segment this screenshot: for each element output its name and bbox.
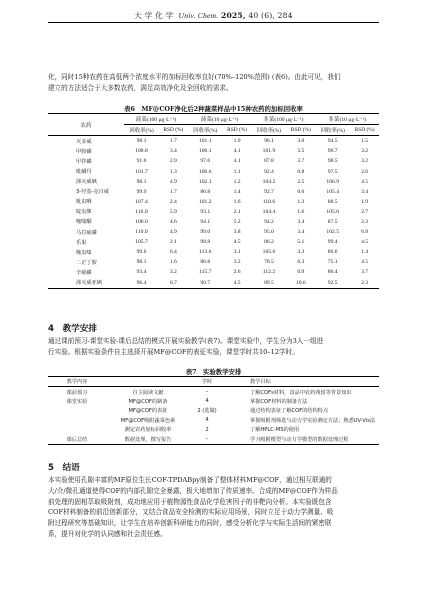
table6-sub-recovery: 回收率(%) <box>320 128 345 135</box>
table7-caption: 表7 实验教学安排 <box>185 368 242 376</box>
table6-cell-rsd: 6.3 <box>297 259 305 266</box>
table6-row <box>48 278 379 289</box>
section5-paragraph <box>48 475 379 540</box>
table6-cell-pesticide: 甲胺磷 <box>76 148 92 155</box>
table6-cell-rsd: 1.4 <box>361 249 369 256</box>
table7-cell-hours: – <box>205 436 209 443</box>
table6-cell-recovery: 98.8 <box>200 239 211 246</box>
table7-row <box>48 387 379 397</box>
table6-cell-rsd: 6.9 <box>361 229 369 236</box>
table6-cell-rsd: 3.4 <box>297 218 305 225</box>
table6-cell-pesticide: 啶虫脒 <box>76 209 92 216</box>
table6-sub-rsd: RSD (%) <box>227 127 248 134</box>
section5-line: 前处理的固相萃取吸附剂，成功地应用于植物源性食品化学危害因子的非靶向分析。本实验既包含 <box>48 497 332 506</box>
table6-cell-recovery: 98.1 <box>136 178 147 185</box>
table6-cell-recovery: 92.4 <box>264 168 274 175</box>
table6-cell-recovery: 101.2 <box>198 198 212 205</box>
table6-cell-recovery: 107.4 <box>135 198 148 205</box>
table7-cell-goal: 了解COFs材料，食品中农药残留等背景知识 <box>250 389 352 396</box>
table6-cell-rsd: 1.1 <box>233 168 241 175</box>
table6-cell-recovery: 96.7 <box>327 148 338 155</box>
section4-line: 通过课前预习-课堂实验-课后总结的模式开展实验教学(表7)。课堂实验中，学生分为3人一组进 <box>48 337 324 345</box>
table6-cell-recovery: 97.6 <box>200 158 211 165</box>
table6-row <box>48 166 379 176</box>
table6-cell-rsd: 3.5 <box>297 148 305 155</box>
table6-cell-recovery: 95.0 <box>264 229 274 236</box>
table6-cell-recovery: 86.8 <box>200 188 211 195</box>
table6-cell-recovery: 96.4 <box>136 279 147 286</box>
section5-line: 本实验使用孔隙丰富的MF原位生长COF-TPDABpy制备了整体材料MF@COF，通过相互联通的 <box>48 476 332 484</box>
table6-cell-recovery: 101.1 <box>198 138 212 145</box>
table6-cell-pesticide: 涕灭威砜 <box>76 179 97 186</box>
header-rule <box>48 22 379 23</box>
section5-title: 5 结语 <box>48 463 80 473</box>
table6-cell-pesticide: 辛硫磷 <box>76 269 92 276</box>
journal-year: 2025, <box>220 11 246 20</box>
table7-cell-content: 课后总结 <box>66 436 88 443</box>
section4-title: 4 教学安排 <box>48 324 97 334</box>
table6-cell-recovery: 101.7 <box>135 168 148 175</box>
table6-row <box>48 197 379 207</box>
table6-cell-rsd: 2.6 <box>361 168 369 175</box>
journal-name-en: Univ. Chem. <box>178 11 219 20</box>
table6-cell-rsd: 2.9 <box>169 158 177 165</box>
table6-row <box>48 146 379 156</box>
table6-cell-rsd: 5.9 <box>169 208 177 215</box>
table6-cell-recovery: 94.1 <box>200 218 211 225</box>
table6-cell-rsd: 3.2 <box>361 148 369 155</box>
table6-cell-rsd: 1.3 <box>169 168 177 175</box>
intro-line: 化，同时15种农药在高低两个浓度水平的加标回收率良好(70%–120%范围) (表6)。由此可见，我们 <box>48 73 341 81</box>
table6-row <box>48 267 379 277</box>
table6-cell-rsd: 3.1 <box>233 249 241 256</box>
table6-cell-rsd: 4.6 <box>169 218 177 225</box>
table7-cell-content <box>48 425 106 434</box>
table6-cell-recovery: 104.2 <box>262 178 276 185</box>
table6-cell-rsd: 1.6 <box>233 198 241 205</box>
table6-cell-recovery: 93.4 <box>136 269 147 276</box>
table6-cell-rsd: 3.3 <box>297 249 305 256</box>
table7-cell-item: 自主阅读文献 <box>132 389 164 396</box>
table6-sub-rsd: RSD (%) <box>354 127 375 134</box>
table6-cell-rsd: 4.5 <box>361 239 369 246</box>
table6-cell-recovery: 105.4 <box>326 188 339 195</box>
table7-cell-hours: 2 (选做) <box>197 408 217 415</box>
table7-row <box>48 434 379 444</box>
table6-cell-recovery: 106.0 <box>135 218 148 225</box>
table6-cell-recovery: 87.8 <box>264 158 274 165</box>
table6-cell-rsd: 2.1 <box>233 208 241 215</box>
table6-row <box>48 136 379 147</box>
table6-cell-rsd: 0.9 <box>297 269 305 276</box>
table6-cell-recovery: 99.0 <box>200 229 211 236</box>
table6-caption: 表6 MF@COF净化后2种蔬菜样品中15种农药的加标回收率 <box>124 105 303 113</box>
section4-line: 行实验。根据实验条件自主选择开展MF@COF的表征实验，课堂学时共10–12学时。 <box>48 347 299 356</box>
table6-cell-rsd: 3.4 <box>169 148 177 155</box>
table6-cell-rsd: 3.7 <box>297 158 305 165</box>
table7-cell-content <box>48 416 106 425</box>
table6-cell-rsd: 1.6 <box>169 259 177 266</box>
table6-sub-recovery: 回收率(%) <box>256 128 282 135</box>
table6-cell-recovery: 102.5 <box>326 229 339 236</box>
table6-cell-rsd: 3.2 <box>233 259 241 266</box>
table6-cell-rsd: 1.3 <box>297 198 305 205</box>
table6-cell-rsd: 4.5 <box>361 259 369 266</box>
table7-row <box>48 406 379 415</box>
table6-cell-recovery: 86.6 <box>327 249 338 256</box>
table6-row <box>48 257 379 267</box>
table6-cell-rsd: 4.5 <box>233 239 241 246</box>
table6-sub-rsd: RSD (%) <box>163 127 184 134</box>
table6-cell-recovery: 99.9 <box>136 188 147 195</box>
table6-cell-recovery: 106.9 <box>326 178 339 185</box>
table6-cell-rsd: 6.7 <box>169 279 177 286</box>
section4-paragraph <box>48 336 379 358</box>
table6-row <box>48 227 379 237</box>
table6-cell-rsd: 2.5 <box>297 178 305 185</box>
table6-cell-rsd: 1.7 <box>169 138 177 145</box>
table6-cell-recovery: 113.6 <box>199 249 212 256</box>
table6-cell-recovery: 87.5 <box>327 218 338 225</box>
table6-cell-recovery: 94.5 <box>327 138 338 145</box>
table6-cell-rsd: 3.4 <box>361 188 369 195</box>
table6-cell-rsd: 4.5 <box>233 279 241 286</box>
table6-group-header: 韭菜(100 μg·L⁻¹) <box>251 114 315 125</box>
table6-cell-pesticide: 涕灭威亚砜 <box>76 280 102 287</box>
table7-row <box>48 397 379 406</box>
table6-cell-recovery: 94.2 <box>264 218 274 225</box>
table7-header-content: 教学内容 <box>66 379 88 386</box>
table7-cell-content <box>48 406 106 415</box>
table6-cell-recovery: 105.6 <box>262 249 276 256</box>
table6-cell-recovery: 90.7 <box>200 279 211 286</box>
table6-cell-rsd: 6.4 <box>169 249 177 256</box>
table6 <box>48 113 379 289</box>
table6-cell-rsd: 1.6 <box>297 208 305 215</box>
table6-cell-recovery: 75.1 <box>327 259 338 266</box>
table7-cell-goal: 掌握吸附剂筛选与动力学实验测定方法；熟悉UV-Vis法 <box>250 417 376 424</box>
table6-cell-recovery: 110.6 <box>262 198 276 205</box>
table6-cell-rsd: 3.2 <box>361 158 369 165</box>
table6-row <box>48 187 379 197</box>
table6-cell-pesticide: 吡虫啉 <box>76 199 92 206</box>
journal-name-cn: 大 学 化 学 <box>134 11 174 20</box>
table7-row <box>48 425 379 434</box>
table7-cell-goal: 学习吸附模型与动力学模型的数据处理过程 <box>250 436 349 443</box>
table6-cell-rsd: 2.7 <box>361 208 369 215</box>
table6-cell-recovery: 102.1 <box>198 178 212 185</box>
table7 <box>48 376 379 445</box>
table6-cell-rsd: 4.1 <box>233 158 241 165</box>
table6-cell-rsd: 0.6 <box>297 188 305 195</box>
table6-cell-pesticide: 3-羟基-克百威 <box>76 189 109 196</box>
table6-row <box>48 237 379 247</box>
table6-cell-recovery: 108.8 <box>135 148 148 155</box>
table6-cell-recovery: 106.6 <box>198 168 212 175</box>
table7-cell-item: MF@COF吸附蔬菜色素 <box>120 417 176 424</box>
intro-paragraph <box>48 72 379 94</box>
table6-sub-rsd: RSD (%) <box>290 127 311 134</box>
table6-cell-pesticide: 马拉硫磷 <box>76 229 97 236</box>
table6-cell-recovery: 99.4 <box>327 239 338 246</box>
table6-row <box>48 247 379 257</box>
table6-cell-rsd: 1.2 <box>233 178 241 185</box>
table7-header-hours: 学时 <box>201 379 213 386</box>
table7-cell-hours: – <box>205 389 209 396</box>
table6-cell-rsd: 10.6 <box>295 279 306 286</box>
table6-group-header: 韭菜(10 μg·L⁻¹) <box>315 114 379 125</box>
table6-cell-recovery: 97.5 <box>327 168 338 175</box>
table6-cell-pesticide: 噻虫嗪 <box>76 249 92 256</box>
table6-cell-recovery: 98.1 <box>136 259 147 266</box>
table7-cell-content: 课堂实验 <box>66 398 88 405</box>
table6-cell-recovery: 112.2 <box>262 269 276 276</box>
journal-volume: 40 (6), 284 <box>248 11 293 20</box>
table6-cell-recovery: 92.5 <box>327 279 338 286</box>
table6-cell-rsd: 2.1 <box>169 239 177 246</box>
table6-cell-rsd: 3.7 <box>361 269 369 276</box>
table6-cell-rsd: 5.1 <box>297 239 305 246</box>
table6-cell-recovery: 88.5 <box>327 198 338 205</box>
table7-header-goal: 教学目标 <box>250 379 271 386</box>
table6-cell-recovery: 96.1 <box>264 138 274 145</box>
table6-cell-rsd: 1.7 <box>169 188 177 195</box>
table6-cell-pesticide: 噻嗪酮 <box>76 219 92 226</box>
table6-cell-recovery: 106.1 <box>198 148 212 155</box>
table6-cell-recovery: 99.6 <box>136 249 147 256</box>
table7-cell-content: 课前预习 <box>66 389 88 396</box>
table6-cell-rsd: 1.5 <box>361 138 369 145</box>
table6-cell-rsd: 2.3 <box>361 218 369 225</box>
table7-cell-goal: 通过结构表征了解COF的结构特点 <box>250 408 329 415</box>
table6-cell-recovery: 98.5 <box>327 158 338 165</box>
table6-cell-recovery: 89.5 <box>264 279 274 286</box>
table6-cell-recovery: 91.6 <box>136 158 147 165</box>
table6-cell-recovery: 105.7 <box>135 239 148 246</box>
table6-cell-pesticide: 甲拌磷 <box>76 158 92 165</box>
table6-row <box>48 177 379 187</box>
table6-cell-recovery: 86.4 <box>327 269 338 276</box>
table6-cell-recovery: 78.5 <box>264 259 274 266</box>
table6-cell-pesticide: 吡螨丹 <box>76 169 92 176</box>
table6-cell-rsd: 3.4 <box>297 229 305 236</box>
table7-cell-item: MF@COF的制备 <box>128 398 168 405</box>
table6-cell-rsd: 3.8 <box>233 229 241 236</box>
table6-cell-recovery: 104.4 <box>262 208 276 215</box>
table7-row <box>48 416 379 425</box>
table6-cell-pesticide: 灭多威 <box>76 138 92 145</box>
section5-line: 大/介/微孔通道使得COF的内部孔隙完全暴露，极大地增加了传质速率。合成的MF@COF作为样品 <box>48 486 338 495</box>
table6-cell-rsd: 2.4 <box>169 198 177 205</box>
table7-cell-item: MF@COF的表征 <box>128 408 168 415</box>
table6-col-pesticide: 农药 <box>48 114 124 136</box>
table6-cell-recovery: 98.1 <box>136 138 147 145</box>
table6-row <box>48 207 379 217</box>
table6-cell-rsd: 0.8 <box>297 168 305 175</box>
table6-cell-rsd: 1.9 <box>233 138 241 145</box>
table6-cell-rsd: 4.1 <box>233 148 241 155</box>
table6-cell-recovery: 93.1 <box>200 208 211 215</box>
table6-body <box>48 136 379 288</box>
running-header <box>0 10 427 21</box>
table6-cell-rsd: 2.3 <box>361 279 369 286</box>
table6-cell-rsd: 5.2 <box>233 218 241 225</box>
table6-cell-recovery: 92.7 <box>264 188 274 195</box>
table7-body <box>48 387 379 444</box>
table6-group-header: 菠菜(100 μg·L⁻¹) <box>124 114 188 125</box>
table6-cell-rsd: 3.0 <box>297 138 305 145</box>
table6-cell-recovery: 105.0 <box>326 208 339 215</box>
table6-cell-recovery: 86.8 <box>200 259 211 266</box>
table7-cell-goal: 了解HPLC-MS的使用 <box>250 427 300 434</box>
table6-cell-rsd: 4.5 <box>361 178 369 185</box>
table6-sub-recovery: 回收率(%) <box>193 128 218 135</box>
table6-cell-recovery: 110.0 <box>135 229 148 236</box>
table7-cell-item: 测定农药加标回收率 <box>124 427 172 434</box>
section5-line: 系，提升对化学的认同感和社会责任感。 <box>48 529 167 538</box>
table6-cell-rsd: 1.9 <box>361 198 369 205</box>
table7-cell-goal: 掌握COF材料的制备方法 <box>250 398 308 405</box>
table6-cell-rsd: 1.4 <box>233 188 241 195</box>
table7-cell-hours: 4 <box>205 417 209 424</box>
table6-cell-rsd: 4.9 <box>169 178 177 185</box>
section5-line: COF材料制备的前沿创新部分，又结合食品安全检测的实际应用场景，同时立足于动力学测量、吸 <box>48 508 334 517</box>
table7-cell-item: 数据处理、撰写报告 <box>124 436 172 443</box>
table6-group-header: 菠菜(10 μg·L⁻¹) <box>188 114 252 125</box>
table7-cell-hours: 2 <box>205 426 209 433</box>
table7-cell-hours: 4 <box>205 398 209 405</box>
table6-cell-rsd: 2.6 <box>233 269 241 276</box>
table6-cell-recovery: 116.0 <box>135 208 148 215</box>
table6-row <box>48 217 379 227</box>
table7-header-blank <box>106 377 190 387</box>
section5-line: 附过程研究等基础知识，让学生在培养创新科研能力的同时，感受分析化学与实际生活间的紧密联 <box>48 519 332 528</box>
table6-cell-recovery: 86.2 <box>264 239 274 246</box>
table6-cell-rsd: 3.2 <box>169 269 177 276</box>
table6-cell-pesticide: 二正丁胺 <box>76 259 97 266</box>
table6-sub-recovery: 回收率(%) <box>129 128 154 135</box>
table6-cell-rsd: 4.9 <box>169 229 177 236</box>
table6-cell-recovery: 115.7 <box>199 269 212 276</box>
table6-row <box>48 156 379 166</box>
table6-cell-recovery: 101.9 <box>262 148 276 155</box>
table6-cell-pesticide: 乐果 <box>76 239 87 246</box>
intro-line: 建立的方法适合于大多数农药，满足高效净化及全回收的需求。 <box>48 83 233 92</box>
